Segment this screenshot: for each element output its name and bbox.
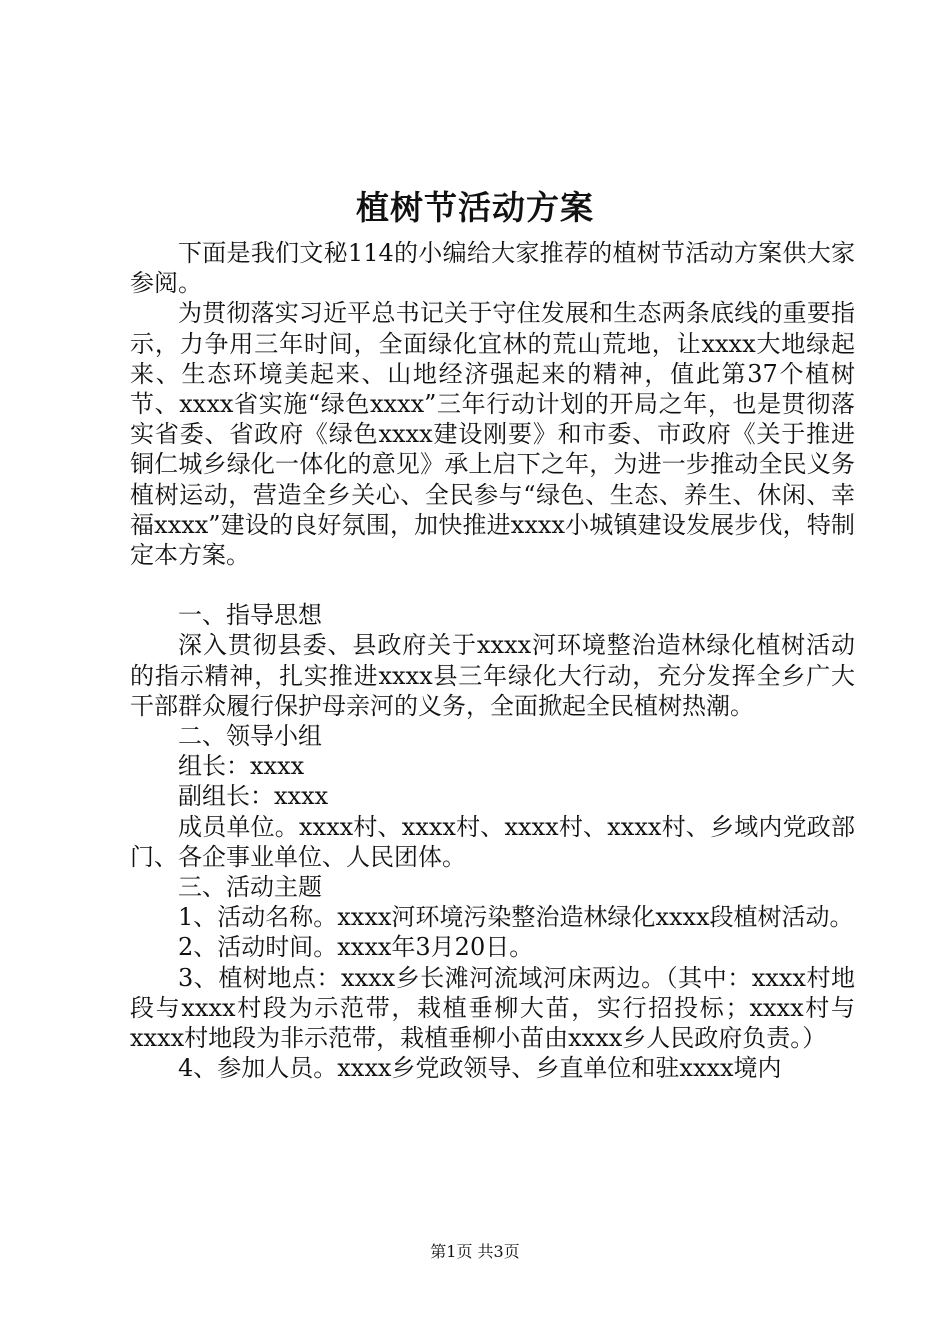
member-units-paragraph: 成员单位。xxxx村、xxxx村、xxxx村、xxxx村、乡域内党政部门、各企事业单位、人民团体。 [130,812,855,871]
document-title: 植树节活动方案 [356,188,594,227]
activity-time-paragraph: 2、活动时间。xxxx年3月20日。 [178,933,534,962]
planting-location-paragraph: 3、植树地点：xxxx乡长滩河流域河床两边。（其中：xxxx村地段与xxxx村段为示范带，栽植垂柳大苗，实行招投标；xxxx村与xxxx村地段为非示范带，栽植垂柳小苗由xxxx乡人民政府负责。） [130,963,855,1053]
section-heading-leadership-group: 二、领导小组 [178,722,322,751]
document-body [130,238,855,1083]
section-heading-activity-theme: 三、活动主题 [178,873,322,902]
section-heading-guiding-thought: 一、指导思想 [178,601,322,630]
deputy-leader-line: 副组长：xxxx [178,782,329,811]
page-number-footer: 第1页 共3页 [430,1242,520,1261]
participants-paragraph: 4、参加人员。xxxx乡党政领导、乡直单位和驻xxxx境内 [178,1054,782,1083]
activity-name-paragraph: 1、活动名称。xxxx河环境污染整治造林绿化xxxx段植树活动。 [178,903,854,932]
guiding-thought-paragraph: 深入贯彻县委、县政府关于xxxx河环境整治造林绿化植树活动的指示精神，扎实推进xxxx县三年绿化大行动，充分发挥全乡广大干部群众履行保护母亲河的义务，全面掀起全民植树热潮。 [130,631,855,720]
group-leader-line: 组长：xxxx [178,752,305,781]
purpose-paragraph: 为贯彻落实习近平总书记关于守住发展和生态两条底线的重要指示，力争用三年时间，全面绿化宜林的荒山荒地，让xxxx大地绿起来、生态环境美起来、山地经济强起来的精神，值此第37个植树节、xxxx省实施“绿色xxxx”三年行动计划的开局之年，也是贯彻落实省委、省政府《绿色xxxx建设刚要》和市委、市政府《关于推进铜仁城乡绿化一体化的意见》承上启下之年，为进一步推动全民义务植树运动，营造全乡关心、全民参与“绿色、生态、养生、休闲、幸福xxxx”建设的良好氛围，加快推进xxxx小城镇建设发展步伐，特制定本方案。 [130,299,855,570]
intro-paragraph: 下面是我们文秘114的小编给大家推荐的植树节活动方案供大家参阅。 [130,239,855,298]
